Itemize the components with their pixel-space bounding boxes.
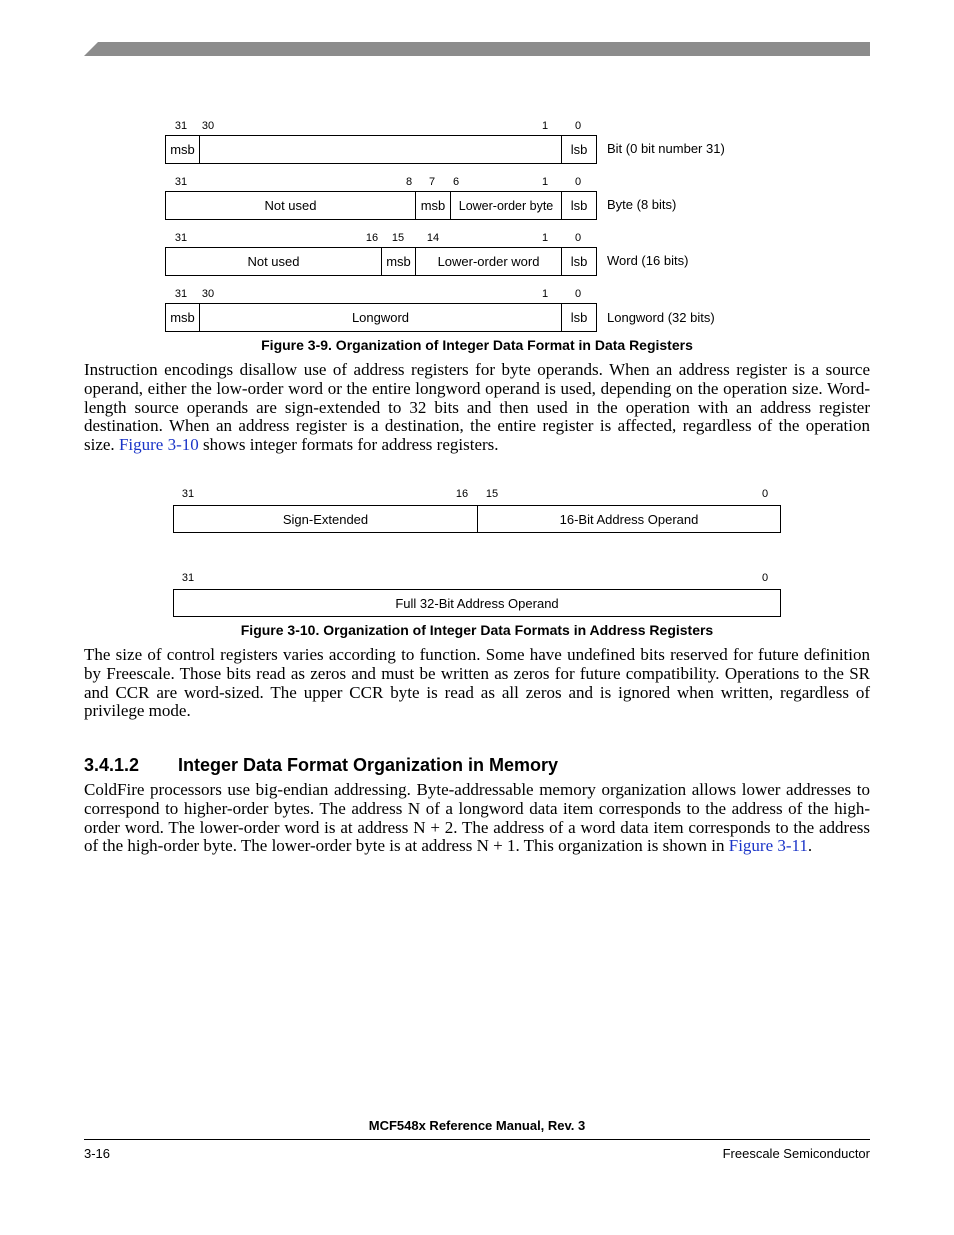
register-bit-row [165, 135, 597, 164]
bit-number: 31 [174, 232, 188, 244]
register-cell-lsb: lsb [570, 198, 588, 213]
row-label: Word (16 bits) [607, 253, 689, 268]
bit-number: 16 [455, 488, 469, 500]
register-cell-msb: msb [382, 248, 416, 275]
bit-number: 0 [574, 176, 582, 188]
section-heading [84, 754, 558, 776]
body-paragraph [84, 781, 870, 856]
register-cell-lsb: lsb [570, 254, 588, 269]
register-cell-lsb: lsb [570, 310, 588, 325]
register-cell-longword: Longword [200, 304, 562, 331]
footer-divider [84, 1139, 870, 1140]
row-label: Longword (32 bits) [607, 310, 715, 325]
figure-3-10-link[interactable]: Figure 3-10 [118, 435, 199, 455]
bit-number: 31 [181, 572, 195, 584]
figure-caption: Figure 3-9. Organization of Integer Data Format in Data Registers [261, 337, 693, 353]
row-label: Bit (0 bit number 31) [607, 141, 725, 156]
bit-number: 1 [541, 288, 549, 300]
register-cell-not-used: Not used [166, 192, 416, 219]
register-cell-address-operand: 16-Bit Address Operand [559, 511, 699, 527]
figure-caption: Figure 3-10. Organization of Integer Data Formats in Address Registers [240, 622, 714, 638]
bit-number: 14 [426, 232, 440, 244]
bit-number: 30 [201, 288, 215, 300]
paragraph-text: Instruction encodings disallow use of address registers for byte operands. When an address register is a source operand, either the low-order word or the entire longword operand is used, depending on the operation size. Word-length source operands are sign-extended to 32 bits and then used in the operation with an address register destination. When an address register is a destination, the entire register is affected, regardless of the operation size. [84, 360, 870, 455]
bit-number: 6 [452, 176, 460, 188]
bit-number: 0 [574, 288, 582, 300]
register-cell-msb: msb [166, 136, 200, 163]
body-paragraph: The size of control registers varies according to function. Some have undefined bits reserved for future definition by Freescale. Those bits read as zeros and must be written as zeros for future compatibility. Operations to the SR and CCR are word-sized. The upper CCR byte is read as all zeros and is ignored when written, regardless of privilege mode. [84, 645, 870, 721]
bit-number: 15 [391, 232, 405, 244]
footer-company: Freescale Semiconductor [722, 1146, 870, 1161]
register-cell [200, 136, 562, 163]
register-cell-msb: msb [416, 192, 451, 219]
register-cell-lsb: lsb [570, 142, 588, 157]
bit-number: 30 [201, 120, 215, 132]
page-number: 3-16 [84, 1146, 111, 1161]
footer-title: MCF548x Reference Manual, Rev. 3 [368, 1118, 586, 1133]
bit-number: 8 [405, 176, 413, 188]
register-cell-lower-order-word: Lower-order word [416, 248, 562, 275]
bit-number: 31 [174, 176, 188, 188]
bit-number: 1 [541, 232, 549, 244]
body-paragraph [84, 361, 870, 455]
bit-number: 31 [174, 120, 188, 132]
register-cell-not-used: Not used [166, 248, 382, 275]
bit-number: 0 [761, 488, 769, 500]
row-label: Byte (8 bits) [607, 197, 677, 212]
register-longword-row [165, 303, 597, 332]
register-cell-full-address-operand: Full 32-Bit Address Operand [395, 595, 559, 611]
bit-number: 1 [541, 120, 549, 132]
section-number: 3.4.1.2 [84, 755, 140, 775]
header-band [84, 42, 870, 56]
bit-number: 16 [365, 232, 379, 244]
bit-number: 0 [574, 232, 582, 244]
bit-number: 31 [174, 288, 188, 300]
paragraph-text: ColdFire processors use big-endian addressing. Byte-addressable memory organization allows lower addresses to correspond to higher-order bytes. The address N of a longword data item corresponds to the address of the high-order word. The lower-order word is at address N + 2. The address of a word data item corresponds to the address of the high-order byte. The lower-order byte is at address N + 1. This organization is shown in [84, 780, 870, 856]
figure-3-11-link[interactable]: Figure 3-11 [728, 836, 808, 856]
bit-number: 7 [428, 176, 436, 188]
register-cell-lower-order-byte: Lower-order byte [451, 192, 562, 219]
register-cell-sign-extended: Sign-Extended [174, 506, 478, 532]
register-word-row [165, 247, 597, 276]
bit-number: 1 [541, 176, 549, 188]
bit-number: 0 [574, 120, 582, 132]
bit-number: 15 [485, 488, 499, 500]
paragraph-text: shows integer formats for address registers. [198, 435, 499, 455]
address-register-longword-row [173, 589, 781, 617]
register-byte-row [165, 191, 597, 220]
register-cell-msb: msb [166, 304, 200, 331]
bit-number: 31 [181, 488, 195, 500]
section-title: Integer Data Format Organization in Memory [178, 755, 559, 775]
address-register-word-row [173, 505, 781, 533]
bit-number: 0 [761, 572, 769, 584]
paragraph-text: . [807, 836, 813, 856]
